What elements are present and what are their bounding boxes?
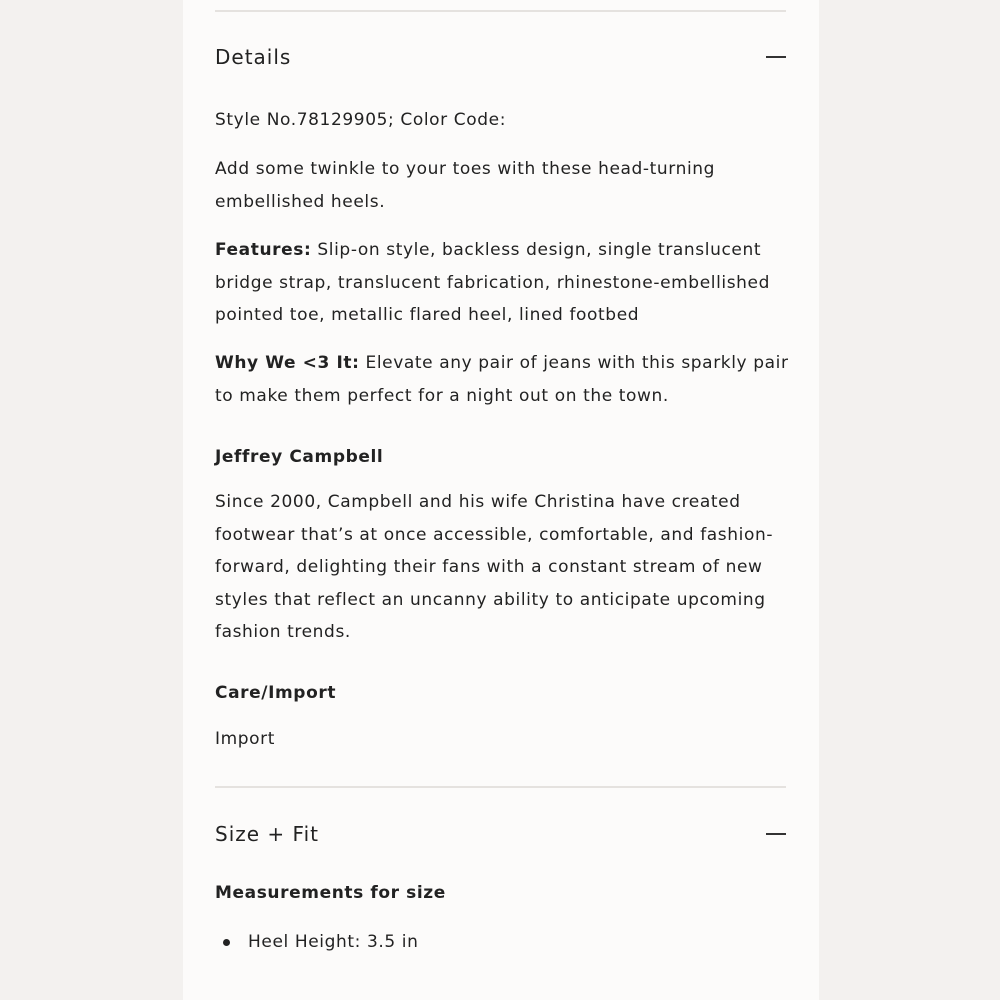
brand-description: Since 2000, Campbell and his wife Christina have created footwear that’s at once accessible, comfortable, and fashion-forward, delighting their fans with a constant stream of new styles that reflect an uncanny ability to anticipate upcoming fashion trends. [215, 492, 774, 642]
why-we-love-it-text: Elevate any pair of jeans with this sparkly pair to make them perfect for a night out on the town. [215, 353, 789, 406]
heel-height-text: Heel Height: 3.5 in [248, 932, 419, 952]
section-divider [215, 786, 786, 788]
measurements-heading: Measurements for size [215, 883, 446, 903]
measurements-list [215, 928, 419, 956]
features-paragraph [215, 234, 790, 332]
features-label: Features: [215, 240, 312, 260]
bullet-icon [223, 939, 230, 946]
care-import-text: Import [215, 729, 276, 749]
brand-heading: Jeffrey Campbell [215, 447, 384, 467]
size-fit-collapse-button[interactable] [766, 824, 786, 844]
details-section-title[interactable]: Details [215, 45, 292, 69]
care-import-heading: Care/Import [215, 683, 337, 703]
minus-icon [766, 833, 786, 835]
section-divider [215, 10, 786, 12]
details-collapse-button[interactable] [766, 47, 786, 67]
why-we-love-it-label: Why We <3 It: [215, 353, 360, 373]
minus-icon [766, 56, 786, 58]
list-item [215, 928, 419, 956]
size-fit-section-title[interactable]: Size + Fit [215, 822, 319, 846]
product-description: Add some twinkle to your toes with these head-turning embellished heels. [215, 159, 716, 212]
features-text: Slip-on style, backless design, single translucent bridge strap, translucent fabrication, rhinestone-embellished pointed toe, metallic flared heel, lined footbed [215, 240, 770, 325]
style-number-text: Style No.78129905; Color Code: [215, 110, 507, 130]
why-we-love-it-paragraph [215, 347, 790, 412]
